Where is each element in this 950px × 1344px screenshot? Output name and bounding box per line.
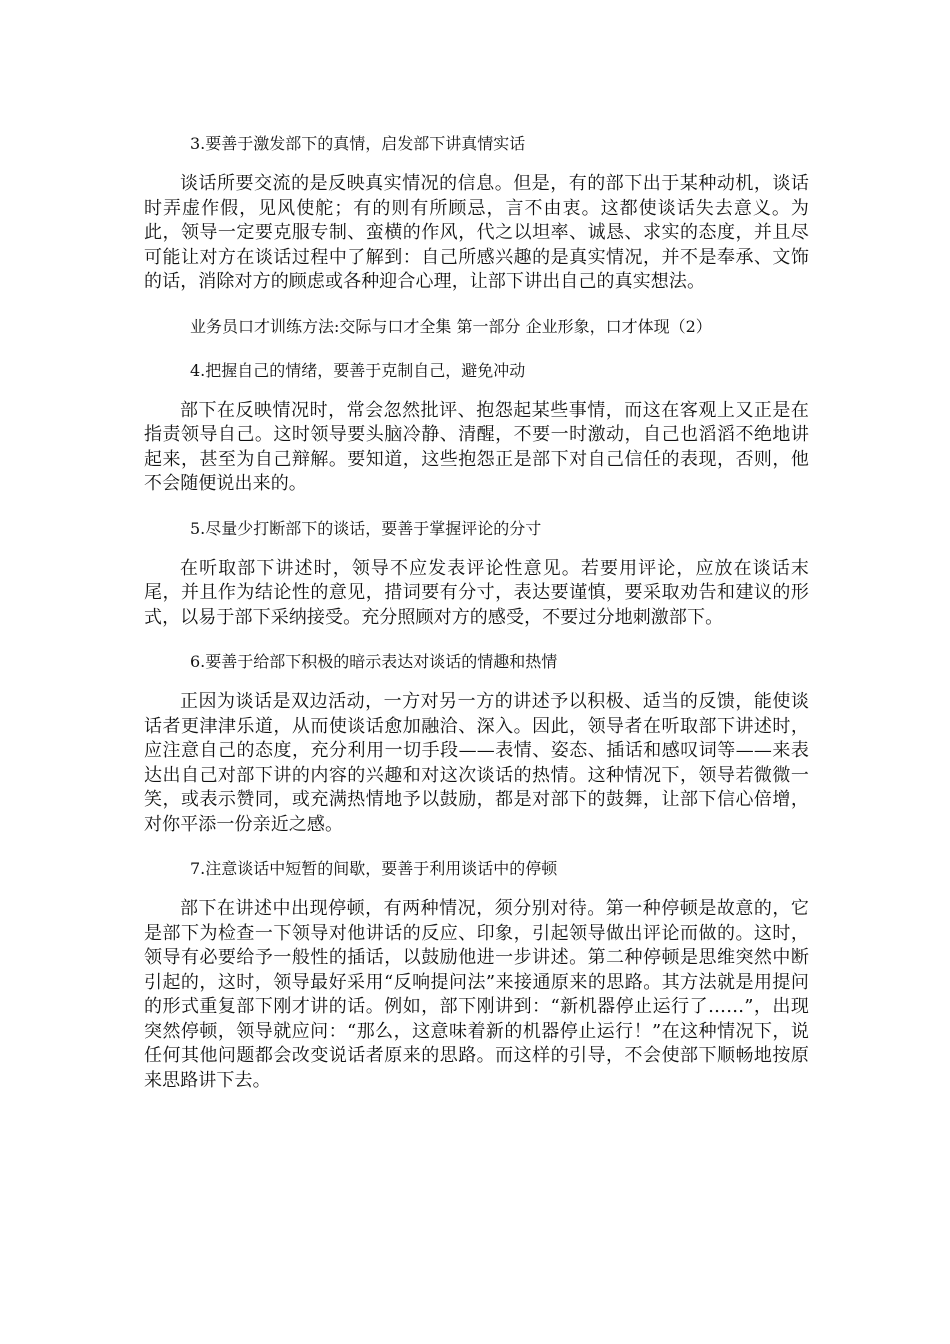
section-heading-7: 7.注意谈话中短暂的间歇，要善于利用谈话中的停顿 — [190, 859, 558, 878]
section-paragraph-4: 部下在反映情况时，常会忽然批评、抱怨起某些事情，而这在客观上又正是在指责领导自己。这时领导要头脑冷静、清醒，不要一时激动，自己也滔滔不绝地讲起来，甚至为自己辩解。要知道，这些抱怨正是部下对自己信任的表现，否则，他不会随便说出来的。 — [144, 399, 809, 494]
section-heading-5: 5.尽量少打断部下的谈话，要善于掌握评论的分寸 — [190, 518, 542, 538]
section-heading-6: 6.要善于给部下积极的暗示表达对谈话的情趣和热情 — [190, 652, 558, 671]
section-heading-4: 4.把握自己的情绪，要善于克制自己，避免冲动 — [190, 360, 526, 380]
document-page — [144, 132, 809, 1093]
subtitle: 业务员口才训练方法:交际与口才全集 第一部分 企业形象，口才体现（2） — [190, 316, 712, 336]
section-heading-3: 3.要善于激发部下的真情，启发部下讲真情实话 — [190, 134, 526, 153]
section-paragraph-6: 正因为谈话是双边活动，一方对另一方的讲述予以积极、适当的反馈，能使谈话者更津津乐道，从而使谈话愈加融洽、深入。因此，领导者在听取部下讲述时，应注意自己的态度，充分利用一切手段——表情、姿态、插话和感叹词等——来表达出自己对部下讲的内容的兴趣和对这次谈话的热情。这种情况下，领导若微微一笑，或表示赞同，或充满热情地予以鼓励，都是对部下的鼓舞，让部下信心倍增，对你平添一份亲近之感。 — [144, 691, 809, 835]
section-paragraph-7: 部下在讲述中出现停顿，有两种情况，须分别对待。第一种停顿是故意的，它是部下为检查一下领导对他讲话的反应、印象，引起领导做出评论而做的。这时，领导有必要给予一般性的插话，以鼓励他进一步讲述。第二种停顿是思维突然中断引起的，这时，领导最好采用“反响提问法”来接通原来的思路。其方法就是用提问的形式重复部下刚才讲的话。例如，部下刚讲到：“新机器停止运行了……”，出现突然停顿，领导就应问：“那么，这意味着新的机器停止运行！”在这种情况下，说任何其他问题都会改变说话者原来的思路。而这样的引导，不会使部下顺畅地按原来思路讲下去。 — [144, 898, 809, 1091]
section-paragraph-5: 在听取部下讲述时，领导不应发表评论性意见。若要用评论，应放在谈话末尾，并且作为结论性的意见，措词要有分寸，表达要谨慎，要采取劝告和建议的形式，以易于部下采纳接受。充分照顾对方的感受，不要过分地刺激部下。 — [144, 557, 809, 628]
section-paragraph-3: 谈话所要交流的是反映真实情况的信息。但是，有的部下出于某种动机，谈话时弄虚作假，见风使舵；有的则有所顾忌，言不由衷。这都使谈话失去意义。为此，领导一定要克服专制、蛮横的作风，代之以坦率、诚恳、求实的态度，并且尽可能让对方在谈话过程中了解到：自己所感兴趣的是真实情况，并不是奉承、文饰的话，消除对方的顾虑或各种迎合心理，让部下讲出自己的真实想法。 — [144, 173, 809, 292]
